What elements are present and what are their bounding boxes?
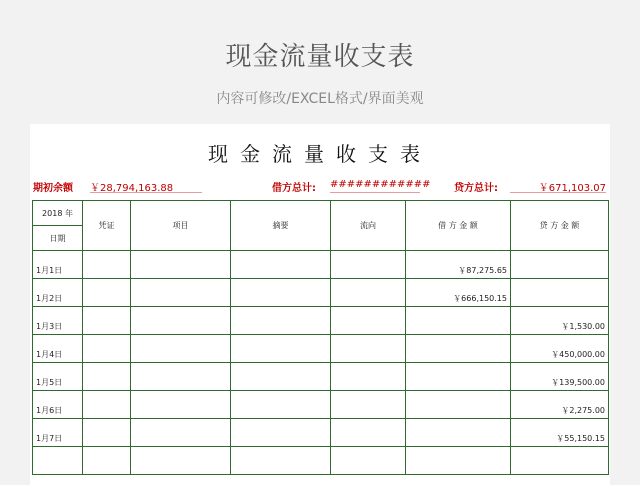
voucher-cell[interactable] <box>83 307 131 335</box>
flow-cell[interactable] <box>331 279 406 307</box>
credit-cell[interactable] <box>511 447 609 475</box>
credit-cell[interactable]: ￥55,150.15 <box>511 419 609 447</box>
opening-balance-label: 期初余额 <box>33 183 73 194</box>
date-cell[interactable]: 1月7日 <box>33 419 83 447</box>
summary-cell[interactable] <box>231 447 331 475</box>
debit-cell[interactable] <box>406 307 511 335</box>
header-credit: 贷 方 金 额 <box>511 201 609 251</box>
item-cell[interactable] <box>131 447 231 475</box>
flow-cell[interactable] <box>331 391 406 419</box>
summary-cell[interactable] <box>231 419 331 447</box>
voucher-cell[interactable] <box>83 419 131 447</box>
header-row <box>33 201 609 226</box>
opening-balance-value[interactable]: ￥28,794,163.88 <box>90 179 202 193</box>
item-cell[interactable] <box>131 335 231 363</box>
summary-cell[interactable] <box>231 335 331 363</box>
date-cell[interactable]: 1月6日 <box>33 391 83 419</box>
voucher-cell[interactable] <box>83 447 131 475</box>
credit-cell[interactable]: ￥2,275.00 <box>511 391 609 419</box>
date-cell[interactable]: 1月4日 <box>33 335 83 363</box>
spreadsheet <box>30 124 610 485</box>
credit-cell[interactable]: ￥1,530.00 <box>511 307 609 335</box>
debit-total-label: 借方总计: <box>272 183 316 194</box>
cashflow-table <box>32 200 609 475</box>
date-cell[interactable]: 1月5日 <box>33 363 83 391</box>
item-cell[interactable] <box>131 391 231 419</box>
table-row <box>33 251 609 279</box>
debit-total-value[interactable]: ############ <box>330 179 420 193</box>
date-cell[interactable]: 1月3日 <box>33 307 83 335</box>
summary-cell[interactable] <box>231 363 331 391</box>
debit-cell[interactable]: ￥666,150.15 <box>406 279 511 307</box>
table-row <box>33 335 609 363</box>
flow-cell[interactable] <box>331 335 406 363</box>
table-row <box>33 307 609 335</box>
table-row <box>33 447 609 475</box>
debit-cell[interactable] <box>406 363 511 391</box>
voucher-cell[interactable] <box>83 363 131 391</box>
table-row <box>33 419 609 447</box>
header-voucher: 凭证 <box>83 201 131 251</box>
date-cell[interactable] <box>33 447 83 475</box>
flow-cell[interactable] <box>331 419 406 447</box>
voucher-cell[interactable] <box>83 335 131 363</box>
header-item: 项目 <box>131 201 231 251</box>
date-cell[interactable]: 1月1日 <box>33 251 83 279</box>
header-debit: 借 方 金 额 <box>406 201 511 251</box>
flow-cell[interactable] <box>331 363 406 391</box>
header-summary: 摘要 <box>231 201 331 251</box>
credit-cell[interactable] <box>511 251 609 279</box>
hero-title: 现金流量收支表 <box>225 42 415 72</box>
item-cell[interactable] <box>131 363 231 391</box>
flow-cell[interactable] <box>331 447 406 475</box>
hero-subtitle: 内容可修改/EXCEL格式/界面美观 <box>216 91 424 107</box>
table-row <box>33 391 609 419</box>
item-cell[interactable] <box>131 307 231 335</box>
header-date: 日期 <box>33 226 83 251</box>
summary-cell[interactable] <box>231 279 331 307</box>
debit-cell[interactable]: ￥87,275.65 <box>406 251 511 279</box>
credit-cell[interactable] <box>511 279 609 307</box>
table-row <box>33 363 609 391</box>
credit-total-label: 贷方总计: <box>454 183 498 194</box>
debit-cell[interactable] <box>406 447 511 475</box>
voucher-cell[interactable] <box>83 279 131 307</box>
debit-cell[interactable] <box>406 419 511 447</box>
item-cell[interactable] <box>131 419 231 447</box>
header-flow: 流向 <box>331 201 406 251</box>
credit-total-value[interactable]: ￥671,103.07 <box>510 179 606 193</box>
flow-cell[interactable] <box>331 307 406 335</box>
flow-cell[interactable] <box>331 251 406 279</box>
sheet-title: 现金流量收支表 <box>208 142 432 166</box>
item-cell[interactable] <box>131 279 231 307</box>
summary-cell[interactable] <box>231 251 331 279</box>
item-cell[interactable] <box>131 251 231 279</box>
credit-cell[interactable]: ￥139,500.00 <box>511 363 609 391</box>
voucher-cell[interactable] <box>83 251 131 279</box>
summary-cell[interactable] <box>231 307 331 335</box>
date-cell[interactable]: 1月2日 <box>33 279 83 307</box>
header-year: 2018 年 <box>33 201 83 226</box>
table-row <box>33 279 609 307</box>
debit-cell[interactable] <box>406 335 511 363</box>
debit-cell[interactable] <box>406 391 511 419</box>
voucher-cell[interactable] <box>83 391 131 419</box>
credit-cell[interactable]: ￥450,000.00 <box>511 335 609 363</box>
summary-cell[interactable] <box>231 391 331 419</box>
